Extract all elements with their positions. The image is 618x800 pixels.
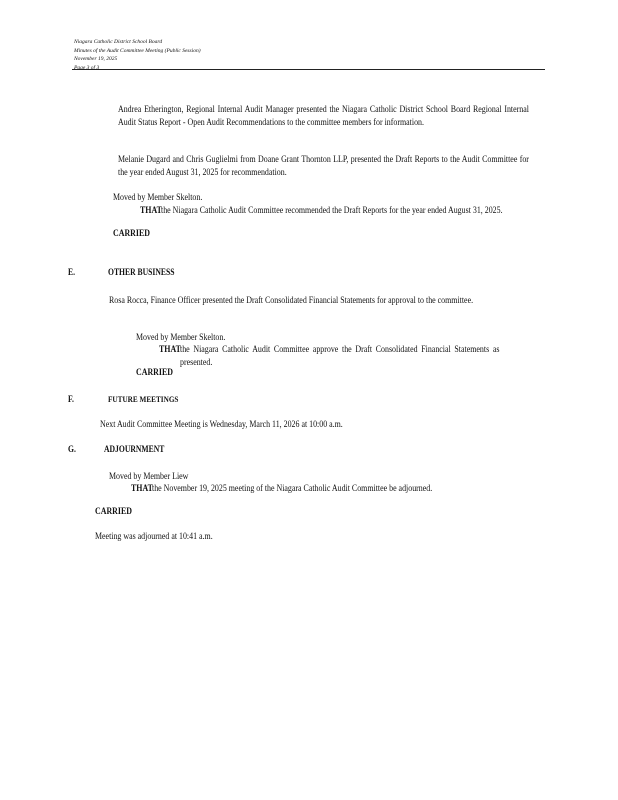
paragraph-financial-statements: Rosa Rocca, Finance Officer presented the Draft Consolidated Financial Statements for approval to the committee. xyxy=(109,295,474,305)
header-date: November 19, 2025 xyxy=(74,56,118,62)
header-page-number: Page 3 of 3 xyxy=(74,64,100,71)
next-meeting-text: Next Audit Committee Meeting is Wednesday, March 11, 2026 at 10:00 a.m. xyxy=(100,419,343,429)
section-f-title: FUTURE MEETINGS xyxy=(108,394,179,404)
paragraph-draft-reports: Melanie Dugard and Chris Guglielmi from Doane Grant Thornton LLP, presented the Draft Reports to the Audit Committee for the year ended August 31, 2025 for recommendation. xyxy=(118,154,529,177)
motion-mover: Moved by Member Liew xyxy=(109,471,189,481)
adjournment-time-text: Meeting was adjourned at 10:41 a.m. xyxy=(95,531,213,541)
section-f-letter: F. xyxy=(68,394,74,404)
section-e-title: OTHER BUSINESS xyxy=(108,267,175,277)
section-g-letter: G. xyxy=(68,444,76,454)
header-divider xyxy=(72,69,545,70)
motion-that-label: THAT xyxy=(131,483,153,493)
motion-mover: Moved by Member Skelton. xyxy=(136,332,226,342)
motion-carried: CARRIED xyxy=(136,367,173,377)
header-board-name: Niagara Catholic District School Board xyxy=(74,39,163,45)
motion-carried: CARRIED xyxy=(113,228,150,238)
motion-resolution: the Niagara Catholic Audit Committee recommended the Draft Reports for the year ended August 31, 2025. xyxy=(161,205,503,215)
motion-mover: Moved by Member Skelton. xyxy=(113,192,203,202)
motion-resolution: the November 19, 2025 meeting of the Niagara Catholic Audit Committee be adjourned. xyxy=(152,483,433,493)
section-g-title: ADJOURNMENT xyxy=(104,444,165,454)
section-e-letter: E. xyxy=(68,267,76,277)
motion-resolution: the Niagara Catholic Audit Committee approve the Draft Consolidated Financial Statements as presented. xyxy=(180,344,500,367)
motion-that-label: THAT xyxy=(159,344,181,354)
paragraph-audit-status-report: Andrea Etherington, Regional Internal Audit Manager presented the Niagara Catholic District School Board Regional Internal Audit Status Report - Open Audit Recommendations to the committee members for information. xyxy=(118,104,529,127)
running-header xyxy=(74,38,201,72)
header-document-title: Minutes of the Audit Committee Meeting (Public Session) xyxy=(74,47,201,54)
motion-that-label: THAT xyxy=(140,205,162,215)
motion-carried: CARRIED xyxy=(95,506,132,516)
